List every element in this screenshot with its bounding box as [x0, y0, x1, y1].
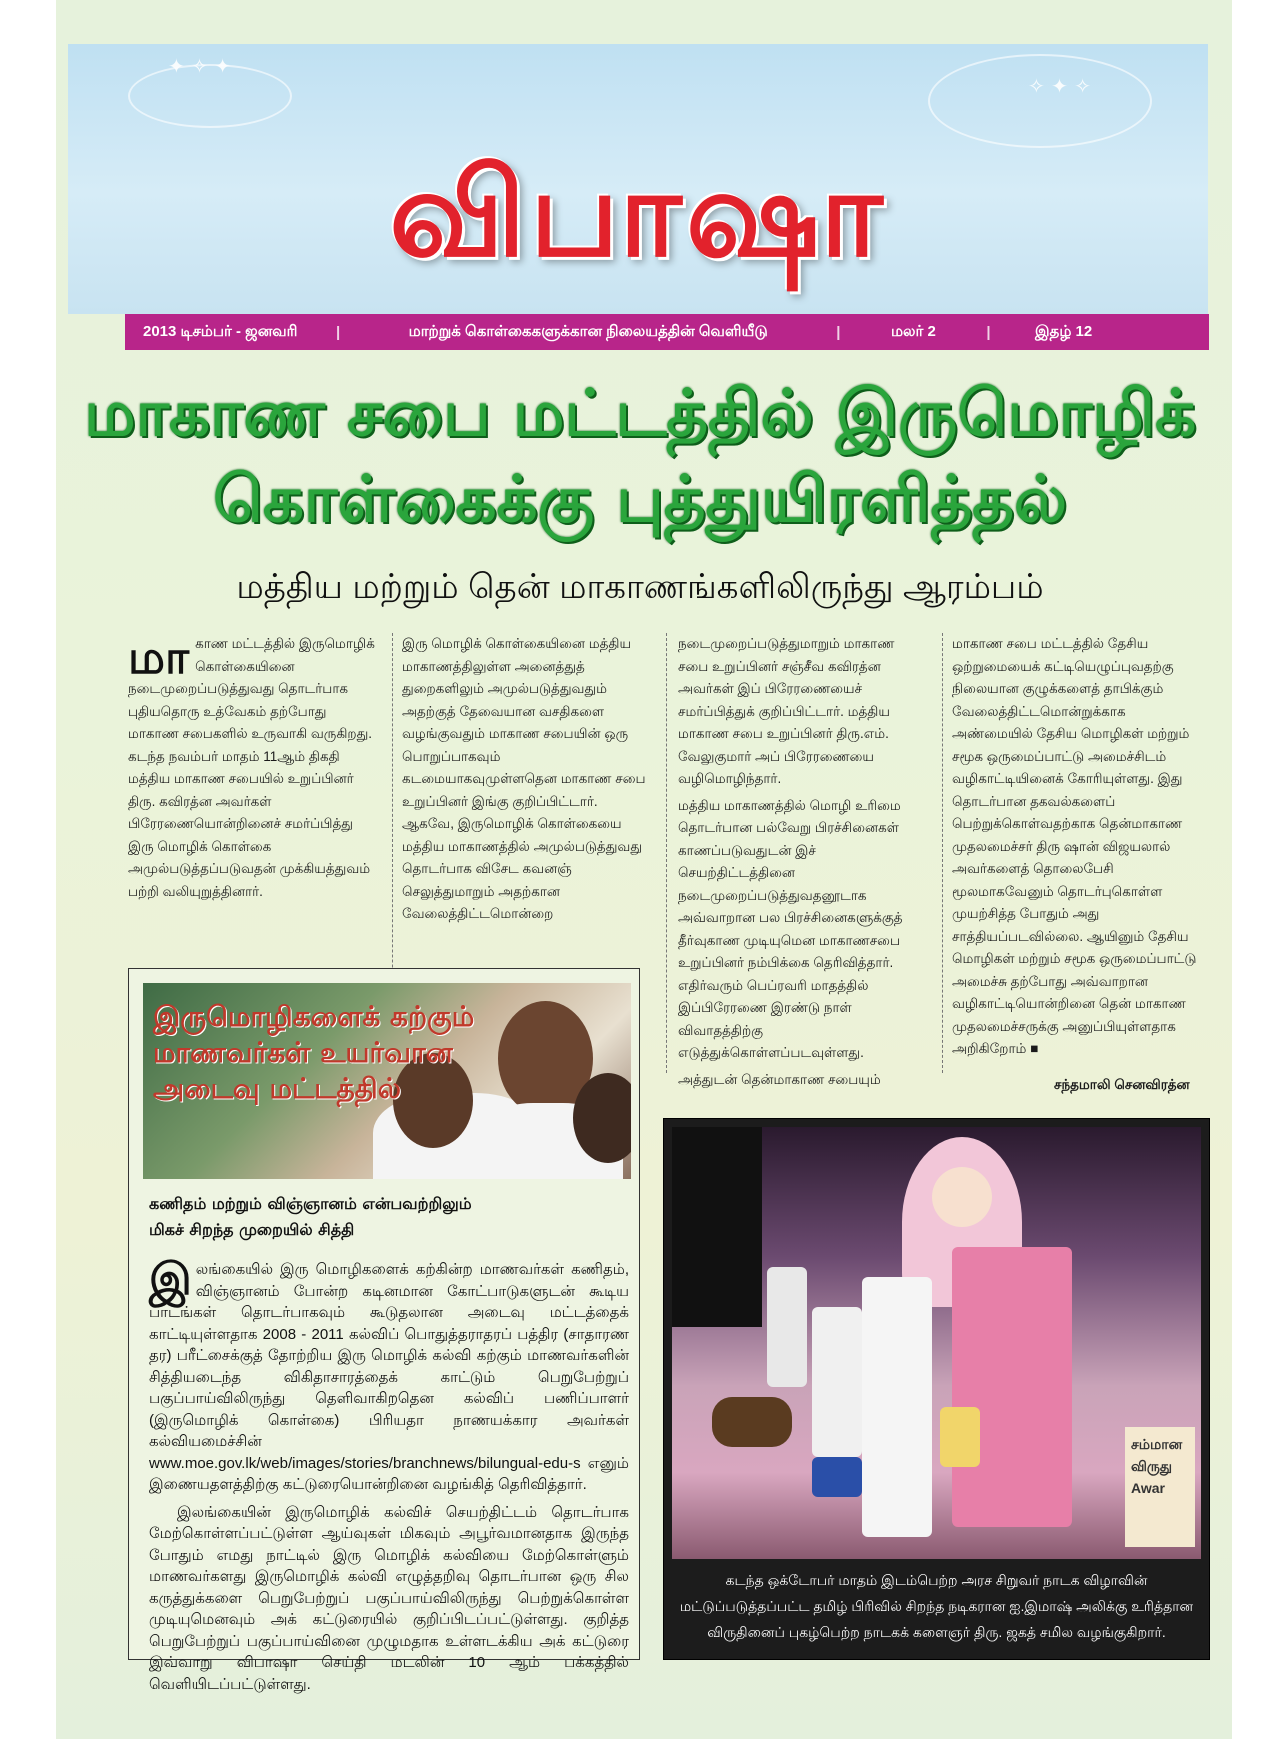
- separator: |: [836, 323, 841, 341]
- article-paragraph: காண மட்டத்தில் இருமொழிக் கொள்கையினை நடைமுறைப்படுத்துவது தொடர்பாக புதியதொரு உத்வேகம் தற்போது மாகாண சபைகளில் உருவாகி வருகிறது. கடந்த நவம்பர் மாதம் 11ஆம் திகதி மத்திய மாகாண சபையில் உறுப்பினர் திரு. கவிரத்ன அவர்கள் பிரேரணையொன்றினைச் சமர்ப்பித்து இரு மொழிக் கொள்கை அமுல்படுத்தப்படுவதன் முக்கியத்துவம் பற்றி வலியுறுத்தினார்.: [128, 636, 375, 899]
- caption-line: மட்டுப்படுத்தப்பட்ட தமிழ் பிரிவில் சிறந்த நடிகரான ஐ.இமாஷ் அலிக்கு உரித்தான: [679, 1598, 1194, 1614]
- headline-line-1: மாகாண சபை மட்டத்தில் இருமொழிக்: [83, 377, 1197, 451]
- awards-signboard: [1125, 1427, 1195, 1547]
- subheadline: மத்திய மற்றும் தென் மாகாணங்களிலிருந்து ஆரம்பம்: [236, 568, 1044, 606]
- box-article-text: [149, 1254, 629, 1701]
- article-paragraph: அத்துடன் தென்மாகாண சபையும்: [678, 1071, 881, 1087]
- drum: [712, 1397, 792, 1447]
- box-paragraph-text: லங்கையில் இரு மொழிகளைக் கற்கின்ற மாணவர்கள் கணிதம், விஞ்ஞானம் போன்ற கடினமான கோட்பாடுகளுடன் கூடிய பாடங்கள் தொடர்பாகவும் கூடுதலான அடைவு மட்டத்தைக் காட்டியுள்ளதாக 2008 - 2011 கல்விப் பொதுத்தராதரப் பத்திர (சாதாரண தர) பரீட்சைக்குத் தோற்றிய இரு மொழிக் கல்வி கற்கும் மாணவர்களின் சித்தியடைந்த விகிதாசாரத்தைக் காட்டும் பெறுபேற்றுப் பகுப்பாய்விலிருந்து தெளிவாகிறதென கல்விப் பணிப்பாளர் (இருமொழிக் கொள்கை) பிரியதா நாணயக்கார அவர்கள் கல்வியமைச்சின் www.moe.gov.lk/web/images/stories/branchnews/bilungual-edu-s எனும் இணையதளத்திற்கு கட்டுரையொன்றினை வழங்கித் தெரிவித்தார்.: [149, 1261, 629, 1493]
- drop-cap: மா: [128, 631, 190, 683]
- photo-caption: [672, 1567, 1201, 1645]
- separator: |: [986, 323, 991, 341]
- article-column-3: [678, 633, 928, 1095]
- volume-number: மலர் 2: [890, 322, 936, 340]
- box-paragraph: இலங்கையின் இருமொழிக் கல்விச் செயற்திட்டம் தொடர்பாக மேற்கொள்ளப்பட்டுள்ள ஆய்வுகள் மிகவும் அபூர்வமானதாக இருந்த போதும் எமது நாட்டில் இரு மொழிக் கல்வியை மேற்கொள்ளும் மாணவர்களது இருமொழிக் கல்வி எழுத்தறிவு தொடர்பான ஒரு சில கருத்துக்களை பெறுபேற்றுப் பகுப்பாய்விலிருந்து பெற்றுக்கொள்ள முடியுமெனவும் அக் கட்டுரையில் குறிப்பிடப்பட்டுள்ளது. குறித்த பெறுபேற்றுப் பகுப்பாய்வினை முழுமதாக உள்ளடக்கிய அக் கட்டுரை இவ்வாறு விபாஷா செய்தி மடலின் 10 ஆம் பக்கத்தில் வெளியிடப்பட்டுள்ளது.: [149, 1503, 629, 1693]
- masthead: [68, 44, 1208, 314]
- bilingual-students-box: [128, 968, 640, 1693]
- sparkle-icon: ✦ ✧ ✦: [168, 54, 231, 78]
- column-divider: [942, 633, 943, 1073]
- issue-info-bar: [125, 314, 1209, 350]
- author-byline: சந்தமாலி செனவிரத்ன: [1054, 1077, 1190, 1092]
- box-subtitle-line: மிகச் சிறந்த முறையில் சித்தி: [149, 1220, 355, 1239]
- column-divider: [666, 633, 667, 1073]
- article-column-2: [402, 633, 652, 930]
- drop-cap: இ: [149, 1254, 192, 1305]
- child-award-winner: [812, 1307, 862, 1457]
- article-paragraph: இரு மொழிக் கொள்கையினை மத்திய மாகாணத்திலுள்ள அனைத்துத் துறைகளிலும் அமுல்படுத்துவதும் அதற்குத் தேவையான வசதிகளை வழங்குவதும் மாகாண சபையின் ஒரு பொறுப்பாகவும் கடமையாகவுமுள்ளதென மாகாண சபை உறுப்பினர் இங்கு குறிப்பிட்டார். ஆகவே, இருமொழிக் கொள்கையை மத்திய மாகாணத்தில் அமுல்படுத்துவது தொடர்பாக விசேட கவனஞ் செலுத்துமாறும் அதற்கான வேலைத்திட்டமொன்றை: [402, 636, 646, 921]
- child-shorts: [812, 1457, 862, 1497]
- award-plaque: [940, 1407, 980, 1467]
- sign-text: சம்மான: [1131, 1436, 1183, 1452]
- caption-line: கடந்த ஒக்டோபர் மாதம் இடம்பெற்ற அரச சிறுவர் நாடக விழாவின்: [725, 1572, 1148, 1588]
- box-subtitle-line: கணிதம் மற்றும் விஞ்ஞானம் என்பவற்றிலும்: [149, 1194, 472, 1213]
- article-paragraph: மத்திய மாகாணத்தில் மொழி உரிமை தொடர்பான பல்வேறு பிரச்சினைகள் காணப்படுவதுடன் இச் செயற்திட்டத்தினை நடைமுறைப்படுத்துவதனூடாக அவ்வாறான பல பிரச்சினைகளுக்குத் தீர்வுகாண முடியுமென மாகாணசபை உறுப்பினர் நம்பிக்கை தெரிவித்தார். எதிர்வரும் பெப்ரவரி மாதத்தில் இப்பிரேரணை இரண்டு நாள் விவாதத்திற்கு எடுத்துக்கொள்ளப்படவுள்ளது.: [678, 797, 903, 1060]
- article-paragraph: நடைமுறைப்படுத்துமாறும் மாகாண சபை உறுப்பினர் சஞ்சீவ கவிரத்ன அவர்கள் இப் பிரேரணையைச் சமர்ப்பித்துக் குறிப்பிட்டார். மத்திய மாகாண சபை உறுப்பினர் திரு.எம். வேலுகுமார் அப் பிரேரணையை வழிமொழிந்தார்.: [678, 636, 895, 786]
- headline-line-2: கொள்கைக்கு புத்துயிரளித்தல்: [213, 463, 1067, 537]
- stage-scene: [672, 1127, 1201, 1559]
- caption-line: விருதினைப் புகழ்பெற்ற நாடகக் களைஞர் திரு. ஜகத் சமில வழங்குகிறார்.: [707, 1624, 1166, 1640]
- stage-curtain: [672, 1127, 762, 1327]
- guest-figure: [952, 1247, 1072, 1527]
- box-title-line: அடைவு மட்டத்தில்: [153, 1072, 401, 1105]
- article-column-4: [952, 633, 1202, 1065]
- box-subtitle: [149, 1191, 472, 1243]
- separator: |: [336, 323, 341, 341]
- award-ceremony-photo: [663, 1118, 1210, 1660]
- newsletter-title: விபாஷா: [389, 143, 887, 284]
- presenter-figure: [862, 1277, 932, 1537]
- drummer-figure: [767, 1267, 807, 1387]
- box-title-line: இருமொழிகளைக் கற்கும்: [153, 1000, 475, 1033]
- sign-text: Awar: [1131, 1480, 1165, 1496]
- sign-text: விருது: [1131, 1458, 1173, 1474]
- issue-date: 2013 டிசம்பர் - ஜனவரி: [143, 322, 298, 340]
- cartoon-face: [932, 1167, 992, 1227]
- box-paragraph: [149, 1254, 629, 1496]
- article-column-1: [128, 633, 378, 907]
- sparkle-icon: ✧ ✦ ✧: [1028, 74, 1091, 98]
- issue-number: இதழ் 12: [1034, 322, 1093, 340]
- decorative-swirl: [928, 54, 1152, 148]
- article-paragraph: மாகாண சபை மட்டத்தில் தேசிய ஒற்றுமையைக் கட்டியெழுப்புவதற்கு நிலையான குழுக்களைத் தாபிக்கும் வேலைத்திட்டமொன்றுக்காக அண்மையில் தேசிய மொழிகள் மற்றும் சமூக ஒருமைப்பாட்டு அமைச்சிடம் வழிகாட்டியினைக் கோரியுள்ளது. இது தொடர்பான தகவல்களைப் பெற்றுக்கொள்வதற்காக தென்மாகாண முதலமைச்சர் திரு ஷான் விஜயலால் அவர்களைத் தொலைபேசி மூலமாகவேனும் தொடர்புகொள்ள முயற்சித்த போதும் அது சாத்தியப்படவில்லை. ஆயினும் தேசிய மொழிகள் மற்றும் சமூக ஒருமைப்பாட்டு அமைச்சு தற்போது அவ்வாறான வழிகாட்டியொன்றினை தென் மாகாண முதலமைச்சருக்கு அனுப்பியுள்ளதாக அறிகிறோம் ■: [952, 636, 1197, 1056]
- box-photo-title: [153, 999, 474, 1107]
- publisher-line: மாற்றுக் கொள்கைகளுக்கான நிலையத்தின் வெளியீடு: [408, 322, 768, 340]
- box-title-line: மாணவர்கள் உயர்வான: [153, 1036, 453, 1069]
